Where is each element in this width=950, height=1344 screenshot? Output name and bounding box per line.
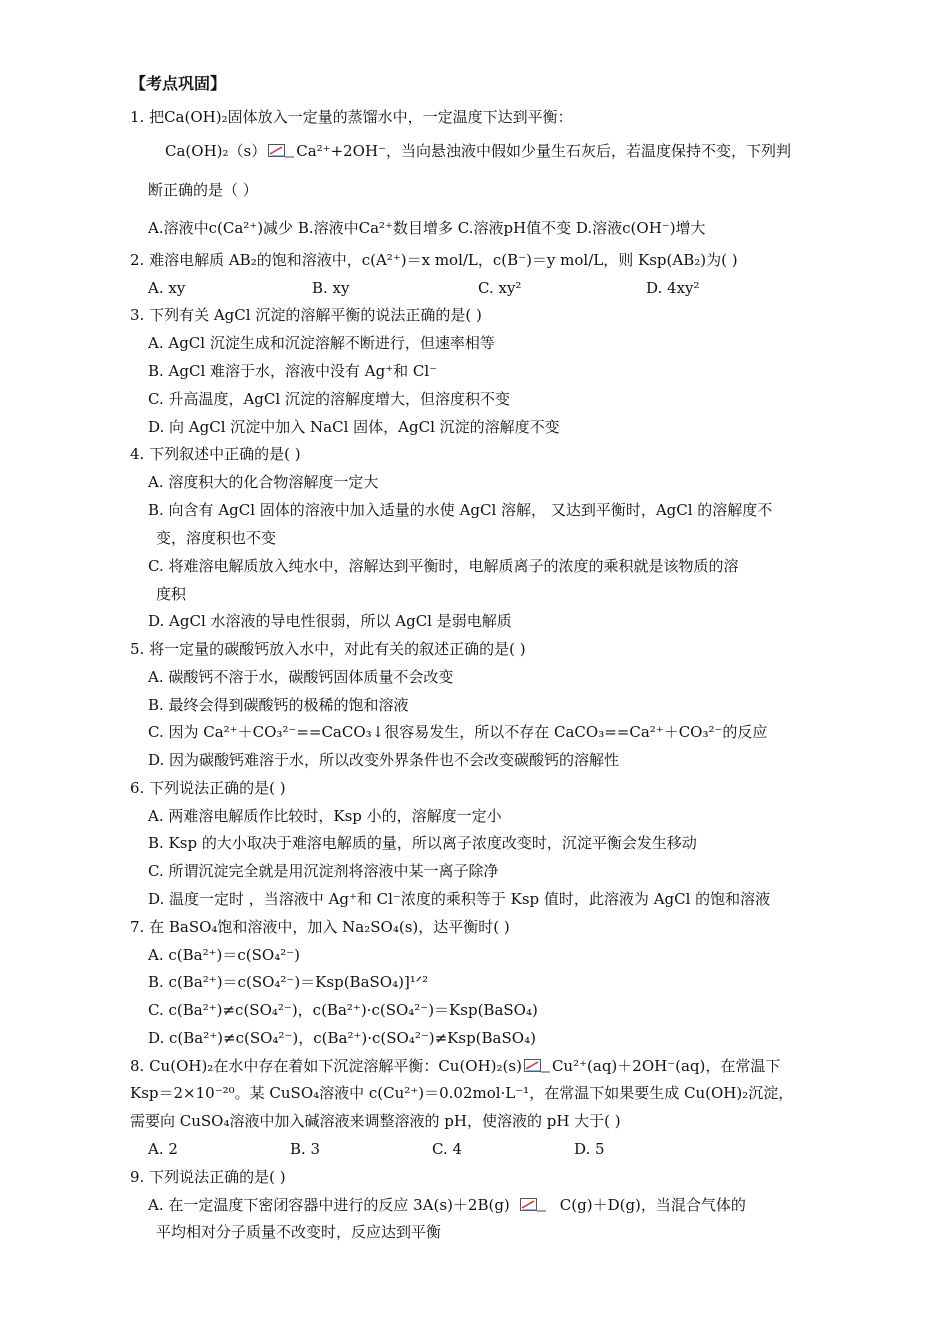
q3-option-c: C. 升高温度，AgCl 沉淀的溶解度增大，但溶度积不变 [148, 390, 510, 408]
q8-line1-right: Cu²⁺(aq)＋2OH⁻(aq)，在常温下 [551, 1057, 781, 1075]
q1-stem: 1. 把Ca(OH)₂固体放入一定量的蒸馏水中，一定温度下达到平衡： [130, 108, 573, 126]
q8-option-c: C. 4 [432, 1140, 463, 1158]
q4-stem: 4. 下列叙述中正确的是( ) [130, 445, 301, 463]
q5-option-b: B. 最终会得到碳酸钙的极稀的饱和溶液 [148, 696, 409, 714]
q2-stem: 2. 难溶电解质 AB₂的饱和溶液中，c(A²⁺)＝x mol/L，c(B⁻)＝y mol/L，则 Ksp(AB₂)为( ) [130, 251, 738, 269]
q5-stem: 5. 将一定量的碳酸钙放入水中，对此有关的叙述正确的是( ) [130, 640, 526, 658]
q4-line: 度积 [156, 585, 187, 603]
q3-stem: 3. 下列有关 AgCl 沉淀的溶解平衡的说法正确的是( ) [130, 306, 482, 324]
q2-option-d: D. 4xy² [646, 279, 700, 297]
equilibrium-arrow-icon [524, 1059, 550, 1073]
q4-line: B. 向含有 AgCl 固体的溶液中加入适量的水使 AgCl 溶解， 又达到平衡时，AgCl 的溶解度不 [148, 501, 773, 519]
q5-option-a: A. 碳酸钙不溶于水，碳酸钙固体质量不会改变 [148, 668, 454, 686]
q6-option-d: D. 温度一定时 ，当溶液中 Ag⁺和 Cl⁻浓度的乘积等于 Ksp 值时，此溶液为 AgCl 的饱和溶液 [148, 890, 771, 908]
q4-line: D. AgCl 水溶液的导电性很弱，所以 AgCl 是弱电解质 [148, 612, 512, 630]
q9-option-a-left: A. 在一定温度下密闭容器中进行的反应 3A(s)＋2B(g) [148, 1196, 510, 1214]
q4-line: 变，溶度积也不变 [156, 529, 277, 547]
q7-stem: 7. 在 BaSO₄饱和溶液中，加入 Na₂SO₄(s)，达平衡时( ) [130, 918, 510, 936]
q8-option-b: B. 3 [290, 1140, 321, 1158]
q3-option-b: B. AgCl 难溶于水，溶液中没有 Ag⁺和 Cl⁻ [148, 362, 438, 380]
q1-options: A.溶液中c(Ca²⁺)减少 B.溶液中Ca²⁺数目增多 C.溶液pH值不变 D.溶液c(OH⁻)增大 [148, 219, 706, 237]
q8-line1-left: 8. Cu(OH)₂在水中存在着如下沉淀溶解平衡：Cu(OH)₂(s) [130, 1057, 522, 1075]
q6-option-b: B. Ksp 的大小取决于难溶电解质的量，所以离子浓度改变时，沉淀平衡会发生移动 [148, 834, 697, 852]
q7-option-a: A. c(Ba²⁺)＝c(SO₄²⁻) [148, 946, 300, 964]
q8-line3: 需要向 CuSO₄溶液中加入碱溶液来调整溶液的 pH，使溶液的 pH 大于( ) [130, 1112, 621, 1130]
q9-option-a-right: C(g)＋D(g)，当混合气体的 [559, 1196, 746, 1214]
q3-option-d: D. 向 AgCl 沉淀中加入 NaCl 固体，AgCl 沉淀的溶解度不变 [148, 418, 560, 436]
q2-option-a: A. xy [148, 279, 186, 297]
q8-option-a: A. 2 [148, 1140, 178, 1158]
equilibrium-arrow-icon [520, 1198, 546, 1212]
q1-eq-right: Ca²⁺+2OH⁻，当向悬浊液中假如少量生石灰后，若温度保持不变，下列判 [296, 142, 791, 160]
q5-option-c: C. 因为 Ca²⁺＋CO₃²⁻==CaCO₃↓很容易发生，所以不存在 CaCO₃==Ca²⁺＋CO₃²⁻的反应 [148, 723, 768, 741]
q3-option-a: A. AgCl 沉淀生成和沉淀溶解不断进行，但速率相等 [148, 334, 495, 352]
q7-option-b: B. c(Ba²⁺)＝c(SO₄²⁻)＝Ksp(BaSO₄)]¹ᐟ² [148, 973, 429, 991]
q2-option-b: B. xy [312, 279, 350, 297]
q4-line: C. 将难溶电解质放入纯水中，溶解达到平衡时，电解质离子的浓度的乘积就是该物质的溶 [148, 557, 739, 575]
q1-stem-end: 断正确的是（ ） [148, 181, 258, 199]
q7-option-d: D. c(Ba²⁺)≠c(SO₄²⁻)，c(Ba²⁺)·c(SO₄²⁻)≠Ksp(BaSO₄) [148, 1029, 536, 1047]
q1-equation [165, 141, 791, 161]
q8-option-d: D. 5 [574, 1140, 605, 1158]
section-title: 【考点巩固】 [130, 74, 227, 93]
q6-option-a: A. 两难溶电解质作比较时，Ksp 小的，溶解度一定小 [148, 807, 502, 825]
q2-option-c: C. xy² [478, 279, 522, 297]
equilibrium-arrow-icon [268, 144, 294, 158]
q8-line1 [130, 1056, 780, 1076]
q7-option-c: C. c(Ba²⁺)≠c(SO₄²⁻)，c(Ba²⁺)·c(SO₄²⁻)＝Ksp(BaSO₄) [148, 1001, 538, 1019]
q5-option-d: D. 因为碳酸钙难溶于水，所以改变外界条件也不会改变碳酸钙的溶解性 [148, 751, 620, 769]
q6-option-c: C. 所谓沉淀完全就是用沉淀剂将溶液中某一离子除净 [148, 862, 499, 880]
q1-eq-left: Ca(OH)₂（s） [165, 142, 267, 160]
q4-line: A. 溶度积大的化合物溶解度一定大 [148, 473, 379, 491]
q9-option-a-cont: 平均相对分子质量不改变时，反应达到平衡 [156, 1223, 442, 1241]
q9-stem: 9. 下列说法正确的是( ) [130, 1168, 286, 1186]
q9-option-a [148, 1195, 746, 1215]
q6-stem: 6. 下列说法正确的是( ) [130, 779, 286, 797]
q8-line2: Ksp＝2×10⁻²⁰。某 CuSO₄溶液中 c(Cu²⁺)＝0.02mol·L⁻¹，在常温下如果要生成 Cu(OH)₂沉淀， [130, 1084, 794, 1102]
